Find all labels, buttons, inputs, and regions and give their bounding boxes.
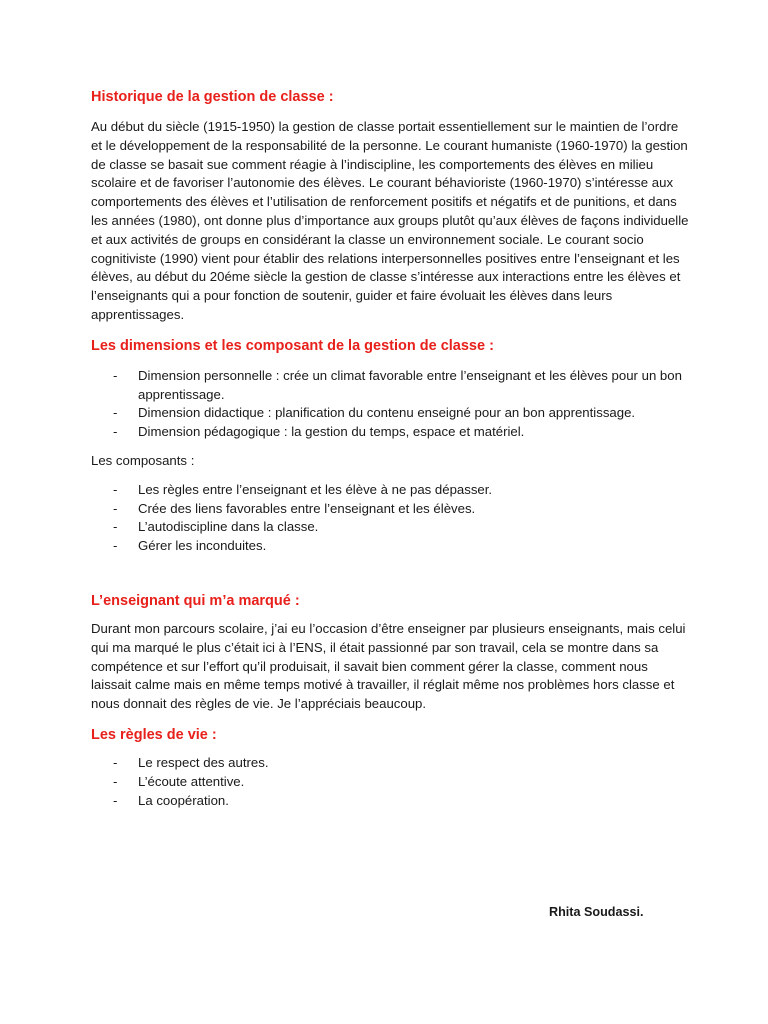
heading-dimensions: Les dimensions et les composant de la gestion de classe : bbox=[91, 337, 494, 354]
paragraph-historique: Au début du siècle (1915-1950) la gestion de classe portait essentiellement sur le maintien de l’ordre et le développement de la responsabilité de la personne. Le courant humaniste (1960-1970) la gestion de classe se basait sue comment réagie à l’indiscipline, les comportements des élèves en milieu scolaire et de favoriser l’autonomie des élèves. Le courant béhavioriste (1960-1970) s’intéresse aux comportements des élèves et l’utilisation de renforcement positifs et négatifs et de punitions, et dans les années (1980), ont donne plus d’importance aux groups plutôt qu’aux élèves de façons individuelle et aux activités de groups en considérant la classe un environnement sociale. Le courant socio cognitiviste (1990) vient pour établir des relations interpersonnelles positives entre l’enseignant et les élèves, au début du 20éme siècle la gestion de classe s’intéresse aux interactions entre les élèves et l’enseignants qui a pour fonction de soutenir, guider et faire évoluait les élèves dans leurs apprentissages. bbox=[91, 119, 689, 322]
list-item: - L’écoute attentive. bbox=[91, 773, 691, 792]
signature: Rhita Soudassi. bbox=[549, 905, 644, 919]
list-item: - Dimension didactique : planification du contenu enseigné pour an bon apprentissage. bbox=[91, 404, 691, 423]
bullet-dash: - bbox=[113, 519, 118, 535]
list-item: - Dimension personnelle : crée un climat favorable entre l’enseignant et les élèves pour un bon apprentissage. bbox=[113, 367, 682, 402]
bullet-dash: - bbox=[113, 405, 118, 421]
bullet-dash: - bbox=[113, 367, 118, 383]
regles-list bbox=[91, 754, 691, 810]
paragraph-enseignant: Durant mon parcours scolaire, j’ai eu l’occasion d’être enseigner par plusieurs enseignants, mais celui qui ma marqué le plus c’était ici à l’ENS, il était passionné par son travail, cela se montre dans sa compétence et sur l’effort qu’il produisait, il savait bien comment gérer la classe, comment nous laissait calme mais en même temps motivé à travailler, il réglait même nos problèmes hors classe et nous donnait des règles de vie. Je l’appréciais beaucoup. bbox=[91, 620, 686, 712]
document-body bbox=[91, 88, 691, 810]
heading-regles: Les règles de vie : bbox=[91, 726, 217, 743]
bullet-dash: - bbox=[113, 773, 118, 789]
dimensions-list bbox=[91, 367, 691, 442]
composants-list bbox=[91, 481, 691, 556]
bullet-dash: - bbox=[113, 792, 118, 808]
list-item: - L’autodiscipline dans la classe. bbox=[91, 518, 691, 537]
list-item: - Les règles entre l’enseignant et les élève à ne pas dépasser. bbox=[91, 481, 691, 500]
composants-label: Les composants : bbox=[91, 452, 195, 468]
bullet-dash: - bbox=[113, 538, 118, 554]
heading-enseignant: L’enseignant qui m’a marqué : bbox=[91, 592, 300, 609]
bullet-dash: - bbox=[113, 424, 118, 440]
heading-historique: Historique de la gestion de classe : bbox=[91, 89, 334, 105]
bullet-dash: - bbox=[113, 500, 118, 516]
bullet-dash: - bbox=[113, 481, 118, 497]
list-item: - Gérer les inconduites. bbox=[91, 537, 691, 556]
list-item: - Le respect des autres. bbox=[91, 754, 691, 773]
list-item: - La coopération. bbox=[91, 792, 691, 811]
list-item: - Dimension pédagogique : la gestion du temps, espace et matériel. bbox=[91, 423, 691, 442]
bullet-dash: - bbox=[113, 754, 118, 770]
list-item: - Crée des liens favorables entre l’enseignant et les élèves. bbox=[91, 500, 691, 519]
